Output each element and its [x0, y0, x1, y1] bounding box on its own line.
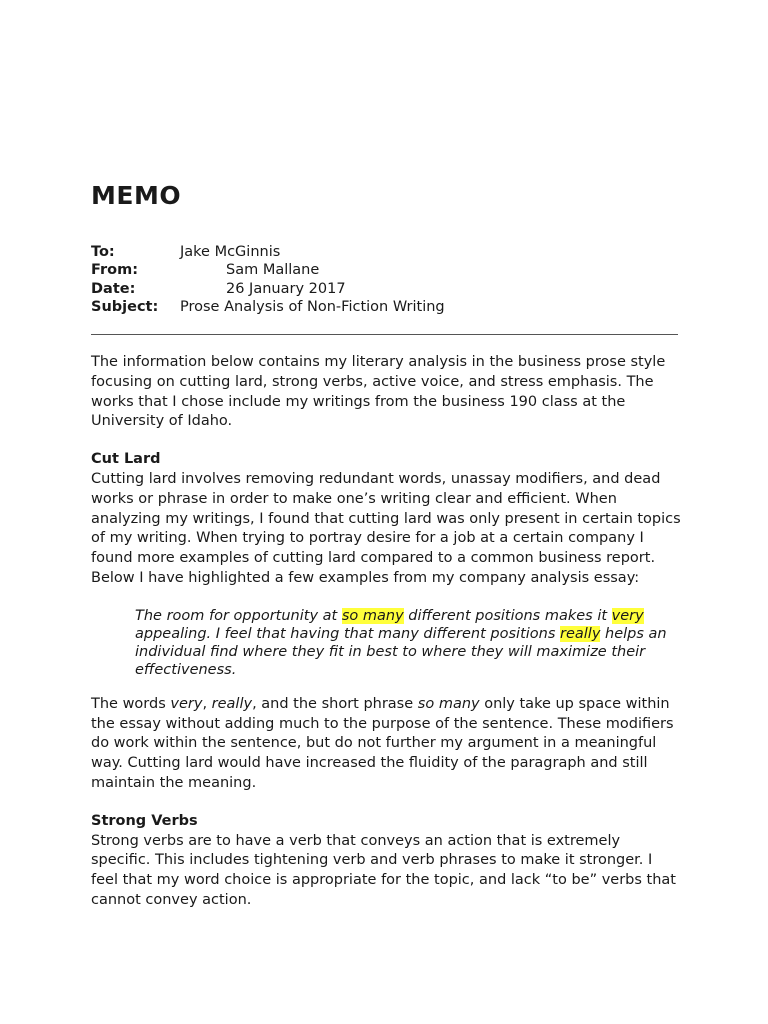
subject-label: Subject:	[91, 298, 159, 315]
highlight-very: very	[611, 607, 644, 624]
example-quote	[135, 607, 675, 679]
quote-text: The room for opportunity at	[135, 607, 342, 624]
cut-lard-paragraph: Cutting lard involves removing redundant words, unassay modifiers, and dead works or phrase in order to make one’s writing clear and efficient. When analyzing my writings, I found that cutting lard was only present in certain topics of my writing. When trying to portray desire for a job at a certain company I found more examples of cutting lard compared to a common business report. Below I have highlighted a few examples from my company analysis essay:	[91, 470, 681, 586]
analysis-text: only take up space within the essay without adding much to the purpose of the sentence. These modifiers do work within the sentence, but do not further my argument in a meaningful way. Cutting lard would have increased the fluidity of the paragraph and still maintain the meaning.	[91, 695, 674, 791]
header-divider	[91, 334, 678, 335]
from-row	[91, 261, 681, 279]
cut-lard-heading: Cut Lard	[91, 451, 161, 468]
analysis-word-so-many: so many	[417, 695, 480, 712]
intro-paragraph: The information below contains my literary analysis in the business prose style focusing on cutting lard, strong verbs, active voice, and stress emphasis. The works that I chose include my writings from the business 190 class at the University of Idaho.	[91, 354, 666, 430]
subject-row	[91, 298, 681, 316]
analysis-text: , and the short phrase	[252, 695, 418, 712]
analysis-word-really: really	[211, 695, 253, 712]
quote-text: helps an individual find where they fit in best to where they will maximize their effectiveness.	[135, 625, 667, 678]
highlight-so-many: so many	[341, 607, 404, 624]
memo-title: MEMO	[91, 181, 182, 210]
quote-text: appealing. I feel that having that many different positions	[135, 625, 561, 642]
to-label: To:	[91, 244, 115, 260]
memo-body	[91, 353, 681, 911]
date-label: Date:	[91, 280, 136, 297]
to-row	[91, 243, 681, 261]
section-spacer	[91, 794, 681, 812]
from-label: From:	[91, 262, 138, 279]
quote-text: different positions makes it	[403, 607, 612, 624]
strong-verbs-heading: Strong Verbs	[91, 812, 198, 829]
analysis-word-very: very	[170, 695, 203, 712]
from-value: Sam Mallane	[226, 262, 320, 279]
date-value: 26 January 2017	[226, 280, 346, 297]
memo-header	[91, 243, 681, 316]
analysis-text: ,	[202, 695, 212, 712]
subject-value: Prose Analysis of Non-Fiction Writing	[180, 298, 445, 315]
analysis-text: The words	[91, 695, 171, 712]
highlight-really: really	[560, 625, 601, 642]
analysis-paragraph	[91, 695, 681, 794]
date-row	[91, 280, 681, 298]
to-value: Jake McGinnis	[180, 244, 281, 260]
strong-verbs-paragraph: Strong verbs are to have a verb that conveys an action that is extremely specific. This includes tightening verb and verb phrases to make it stronger. I feel that my word choice is appropriate for the topic, and lack “to be” verbs that cannot convey action.	[91, 832, 676, 908]
